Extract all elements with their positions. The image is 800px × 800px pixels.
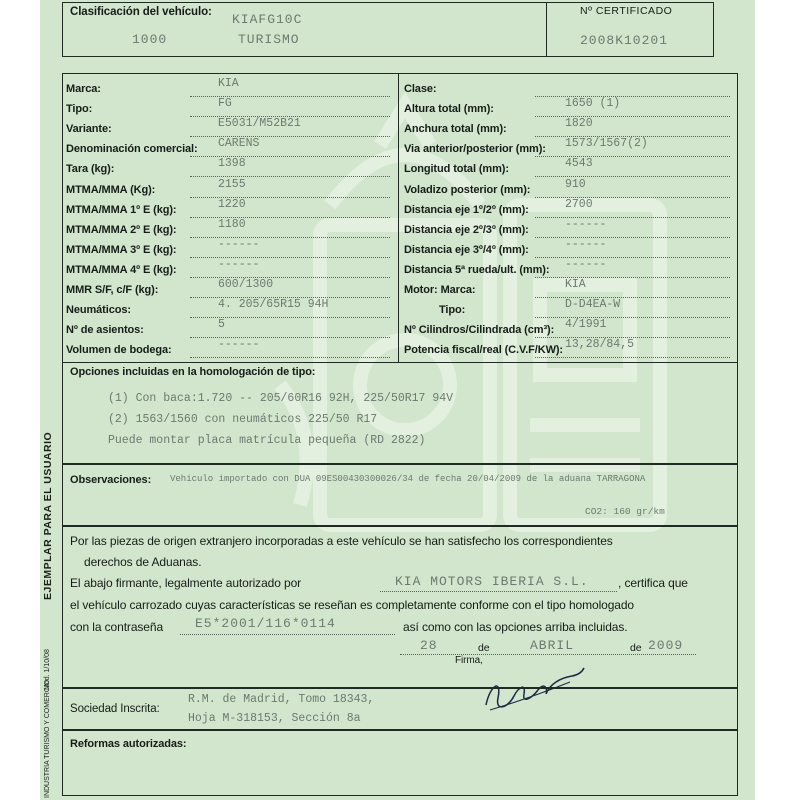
reforms-label: Reformas autorizadas: [70, 738, 187, 750]
certificate-number-label: Nº CERTIFICADO [580, 5, 673, 17]
form-model-side-label: Mod. 1/10/08 [44, 649, 51, 690]
right-field-value: ------ [565, 257, 607, 271]
certificate-number-value: 2008K10201 [580, 33, 669, 48]
left-field-value: FG [218, 97, 232, 111]
left-field-label: Denominación comercial: [66, 143, 198, 156]
right-field-value: 2700 [565, 197, 593, 211]
classification-code-1: 1000 [132, 32, 168, 47]
right-field-value: ------ [565, 237, 607, 251]
right-field-label: Via anterior/posterior (mm): [404, 143, 546, 156]
right-field-label: Distancia eje 1º/2º (mm): [404, 203, 529, 216]
dotted-line [180, 634, 395, 635]
left-field-label: MTMA/MMA 2º E (kg): [66, 223, 177, 236]
ministry-side-label: INDUSTRIA TURISMO Y COMERCIO [44, 679, 51, 798]
table-divider [398, 73, 399, 363]
right-field-label: Altura total (mm): [404, 103, 494, 116]
right-field-value: D-D4EA-W [565, 298, 621, 312]
dotted-line [190, 357, 390, 358]
right-field-label: Motor: Marca: [404, 284, 476, 296]
left-field-label: MTMA/MMA 1º E (kg): [66, 203, 177, 216]
left-field-label: MTMA/MMA (Kg): [66, 183, 156, 196]
right-field-value: KIA [565, 278, 586, 291]
date-day: 28 [420, 638, 438, 653]
left-field-value: 2155 [218, 177, 246, 191]
left-field-label: Neumáticos: [66, 304, 131, 317]
left-field-value: CARENS [218, 137, 260, 151]
options-line-2: (2) 1563/1560 con neumáticos 225/50 R17 [108, 413, 378, 426]
right-field-label: Anchura total (mm): [404, 123, 507, 136]
dotted-line [535, 357, 730, 358]
right-field-label: Distancia eje 2º/3º (mm): [404, 223, 529, 236]
observations-label: Observaciones: [70, 474, 152, 486]
declaration-line-5a: con la contraseña [70, 620, 164, 634]
right-field-value: 4543 [565, 157, 593, 171]
declaration-line-3b: , certifica que [618, 576, 688, 590]
declaration-line-2: derechos de Aduanas. [84, 555, 202, 569]
declaration-line-3a: El abajo firmante, legalmente autorizado por [70, 576, 302, 590]
dotted-line [380, 591, 617, 592]
left-field-label: MMR S/F, c/F (kg): [66, 284, 159, 296]
left-field-label: Tara (kg): [66, 163, 115, 176]
left-field-value: 1398 [218, 157, 246, 171]
observations-text: Vehículo importado con DUA 09ES00430300026/34 de fecha 20/04/2009 de la aduana TARRAGONA [170, 474, 646, 484]
right-field-label: Distancia eje 3º/4º (mm): [404, 243, 529, 256]
left-field-value: E5031/M52B21 [218, 117, 301, 131]
options-line-1: (1) Con baca:1.720 -- 205/60R16 92H, 225/50R17 94V [108, 392, 454, 405]
left-field-value: 600/1300 [218, 278, 274, 291]
right-field-label: Clase: [404, 83, 437, 95]
date-year: 2009 [648, 638, 684, 653]
left-field-label: Tipo: [66, 103, 93, 116]
right-field-value: ------ [565, 217, 607, 231]
right-field-value: 1573/1567(2) [565, 137, 648, 151]
signature-label: Firma, [455, 655, 483, 666]
company-registration-box [62, 688, 738, 730]
options-line-3: Puede montar placa matrícula pequeña (RD 2822) [108, 434, 426, 447]
right-field-label: Longitud total (mm): [404, 163, 509, 176]
classification-code-2: KIAFG10C [232, 12, 303, 27]
co2-value: CO2: 160 gr/km [585, 506, 665, 517]
left-field-label: MTMA/MMA 3º E (kg): [66, 243, 177, 256]
left-field-label: MTMA/MMA 4º E (kg): [66, 263, 177, 276]
right-field-label: Potencia fiscal/real (C.V.F/KW): [404, 344, 563, 357]
dotted-line [400, 654, 696, 655]
left-field-label: Marca: [66, 83, 101, 95]
left-field-label: Volumen de bodega: [66, 344, 172, 357]
left-field-value: ------ [218, 338, 260, 352]
company-registration-label: Sociedad Inscrita: [70, 703, 160, 715]
right-field-value: 13,28/84,5 [565, 338, 635, 352]
date-month: ABRIL [530, 638, 575, 653]
classification-code-3: TURISMO [238, 32, 300, 47]
declaration-line-5b: así como con las opciones arriba incluidas. [403, 620, 628, 634]
right-field-value: 4/1991 [565, 318, 607, 332]
right-field-label: Voladizo posterior (mm): [404, 183, 531, 196]
right-field-label: Tipo: [439, 304, 466, 317]
certificate-document [40, 0, 755, 800]
left-field-value: ------ [218, 237, 260, 251]
company-registration-line-1: R.M. de Madrid, Tomo 18343, [188, 693, 375, 706]
left-field-value: 4. 205/65R15 94H [218, 298, 329, 312]
date-de-2: de [630, 642, 642, 654]
right-field-label: Distancia 5ª rueda/ult. (mm): [404, 263, 550, 276]
left-field-label: Nº de asientos: [66, 324, 144, 337]
left-field-value: KIA [218, 77, 239, 90]
signatory-company: KIA MOTORS IBERIA S.L. [395, 574, 589, 589]
classification-label: Clasificación del vehículo: [70, 6, 212, 18]
right-field-value: 910 [565, 177, 586, 191]
user-copy-side-label: EJEMPLAR PARA EL USUARIO [42, 431, 54, 600]
declaration-line-1: Por las piezas de origen extranjero incorporadas a este vehículo se han satisfecho los correspondientes [70, 534, 613, 548]
left-field-value: 1180 [218, 217, 246, 231]
left-field-value: 5 [218, 318, 225, 332]
left-field-label: Variante: [66, 123, 112, 136]
left-field-value: 1220 [218, 197, 246, 211]
declaration-line-4: el vehículo carrozado cuyas características se reseñan es completamente conforme con el tipo homologado [70, 598, 635, 612]
right-field-value: 1820 [565, 117, 593, 131]
right-field-label: Nº Cilindros/Cilindrada (cm³): [404, 324, 555, 337]
company-registration-line-2: Hoja M-318153, Sección 8a [188, 712, 361, 725]
options-label: Opciones incluidas en la homologación de tipo: [70, 366, 316, 378]
left-field-value: ------ [218, 257, 260, 271]
approval-number: E5*2001/116*0114 [195, 616, 336, 631]
date-de-1: de [478, 642, 490, 654]
right-field-value: 1650 (1) [565, 97, 621, 111]
